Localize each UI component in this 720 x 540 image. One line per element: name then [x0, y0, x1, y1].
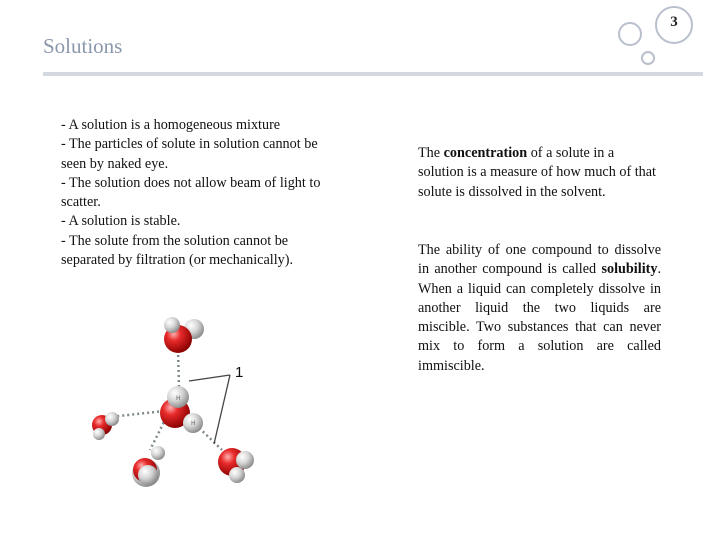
hydrogen-bonds [110, 350, 222, 450]
solubility-term: solubility [601, 261, 658, 278]
concentration-term: concentration [443, 145, 528, 161]
title-divider [43, 72, 703, 76]
bottom-right-water-molecule [218, 448, 254, 483]
list-item: - The particles of solute in solution cannot be seen by naked eye. [61, 136, 318, 172]
decorative-circle-small [641, 51, 655, 65]
bottom-left-water-molecule [132, 446, 165, 487]
solution-properties-list [61, 116, 336, 270]
hydrogen-label: H [176, 395, 181, 402]
list-item: - A solution is stable. [61, 213, 181, 230]
label-pointer [189, 375, 230, 444]
concentration-paragraph [418, 144, 661, 202]
center-water-molecule [160, 386, 203, 433]
solubility-paragraph [418, 241, 661, 376]
left-water-molecule [92, 412, 119, 440]
decorative-circle-large [618, 22, 642, 46]
list-item: - A solution is a homogeneous mixture [61, 117, 281, 133]
top-water-molecule [164, 317, 204, 353]
list-item: - The solute from the solution cannot be separated by filtration (or mechanically). [61, 232, 294, 269]
solubility-text-before: The ability of one compound to dissolve in another compound is called [418, 242, 661, 278]
concentration-text-before: The [418, 145, 444, 161]
slide-number: 3 [670, 14, 678, 30]
solubility-text-after: . When a liquid can completely dissolve in another liquid the two liquids are miscible. Two substances that can never mix to form a solution are called immiscible. [418, 261, 661, 374]
slide-title: Solutions [43, 34, 123, 58]
list-item: - The solution does not allow beam of light to scatter. [61, 174, 321, 211]
hydrogen-label: H [191, 420, 196, 427]
concentration-text-after: of a solute in a solution is a measure of how much of that solute is dissolved in the solvent. [418, 145, 656, 200]
water-molecule-illustration [82, 305, 282, 495]
molecule-label: 1 [235, 364, 244, 381]
